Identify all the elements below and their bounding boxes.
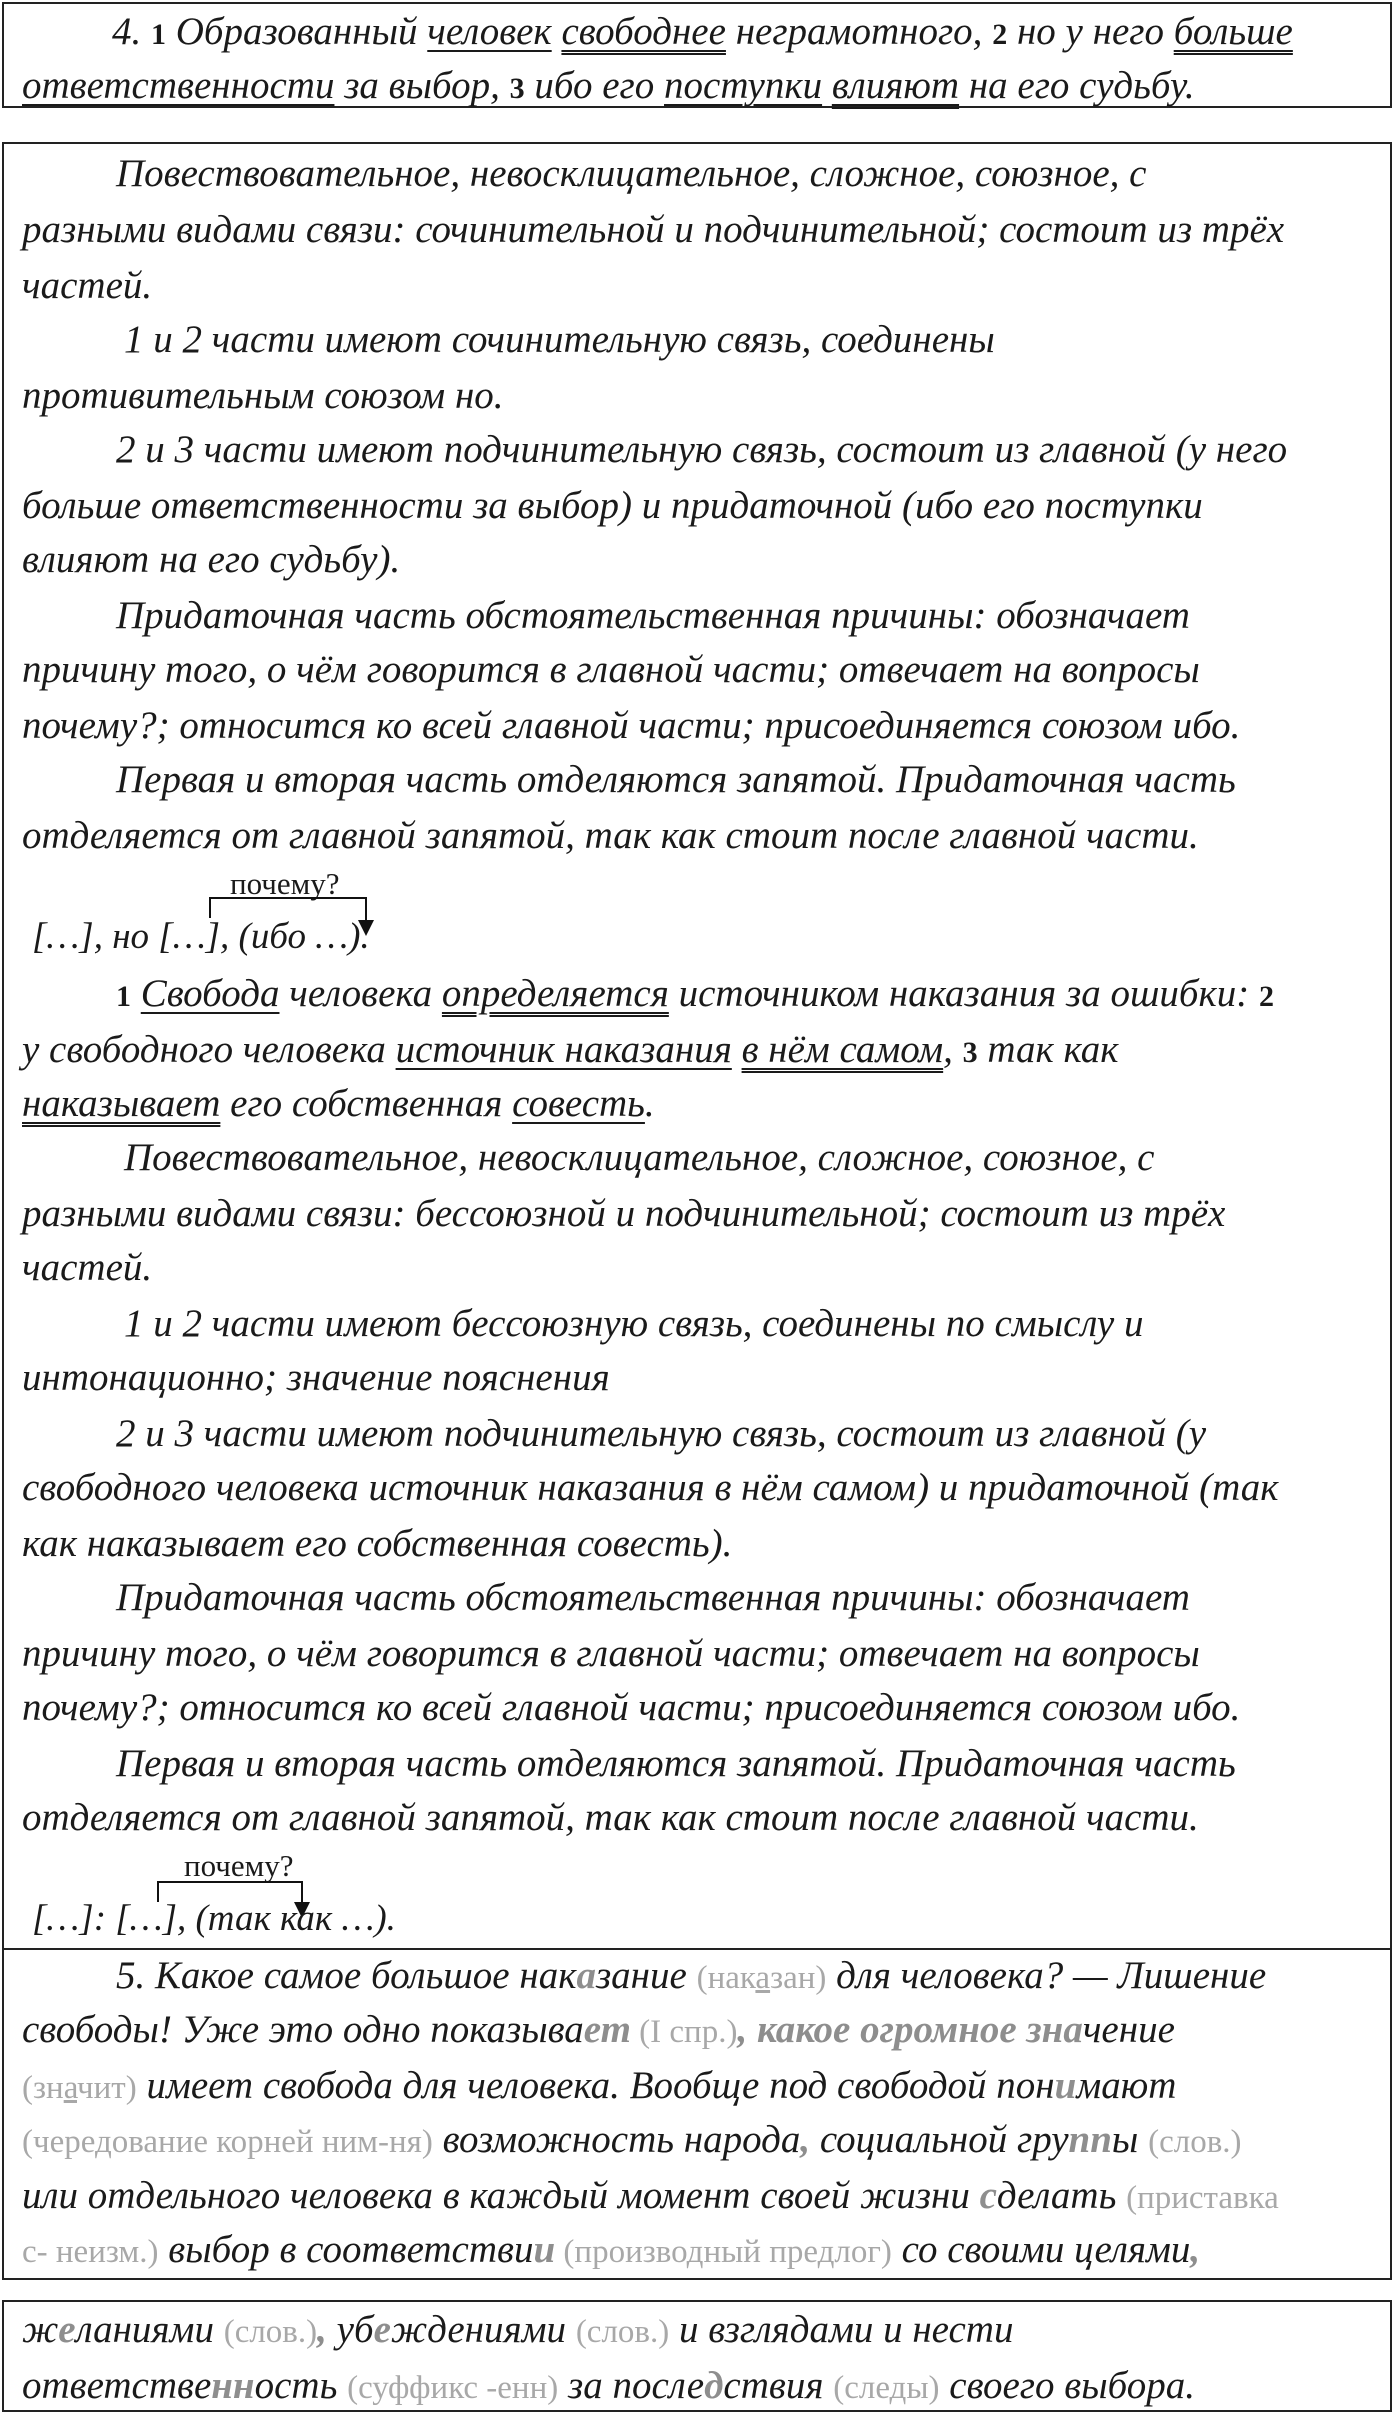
note-text: (сле <box>833 2370 890 2406</box>
note: с- неизм.) <box>22 2234 159 2270</box>
analysis-2-line: причину того, о чём говорится в главной части; отвечает на вопросы <box>22 1632 1200 1675</box>
part-number: 3 <box>962 1036 978 1069</box>
task-5-box <box>2 1950 1392 2280</box>
task-5b-line-1 <box>22 2310 1013 2349</box>
text: ость <box>254 2364 348 2407</box>
analysis-2-line: почему?; относится ко всей главной части; присоединяется союзом ибо. <box>22 1686 1241 1729</box>
analysis-2-line: 1 и 2 части имеют бессоюзную связь, соединены по смыслу и <box>124 1302 1144 1345</box>
note-letter: д <box>889 2370 907 2406</box>
note-text: зан) <box>770 1960 827 1996</box>
task-5-line-3 <box>22 2066 1176 2105</box>
text: со своими целями <box>891 2228 1191 2271</box>
text: за выбор, <box>344 64 500 107</box>
task-5-line-4 <box>22 2120 1242 2159</box>
task-number: 4. <box>112 10 142 53</box>
part-number: 3 <box>509 72 525 105</box>
text: уб <box>326 2308 374 2351</box>
highlight-letter: и <box>1054 2064 1077 2107</box>
schema-question: почему? <box>230 866 340 901</box>
subject: поступки <box>664 64 823 107</box>
analysis-2-line: Повествовательное, невосклицательное, сложное, союзное, с <box>124 1136 1155 1179</box>
analysis-2-line: интонационно; значение пояснения <box>22 1356 610 1399</box>
text: зание <box>595 1954 697 1997</box>
text: . <box>644 1082 655 1125</box>
analysis-1-line: почему?; относится ко всей главной части; присоединяется союзом ибо. <box>22 704 1241 747</box>
text: человека <box>289 972 433 1015</box>
text: так как <box>987 1028 1119 1071</box>
analysis-2-line: отделяется от главной запятой, так как стоит после главной части. <box>22 1796 1199 1839</box>
text: у свободного человека <box>22 1028 386 1071</box>
text: возможность народа <box>432 2118 801 2161</box>
predicate: наказывает <box>22 1082 221 1125</box>
analysis-1-line: 1 и 2 части имеют сочинительную связь, соединены <box>124 318 995 361</box>
sentence-4-box <box>2 2 1392 108</box>
text: ланиями <box>75 2308 224 2351</box>
highlight-letter: д <box>704 2364 724 2407</box>
note: (слов.) <box>575 2314 670 2350</box>
subject: совесть <box>512 1082 645 1125</box>
task-5b-line-2 <box>22 2366 1195 2405</box>
sentence-4-line-2 <box>22 66 1195 105</box>
text: свободы! Уже это одно показыва <box>22 2008 584 2051</box>
analysis-2-line: Придаточная часть обстоятельственная причины: обозначает <box>116 1576 1190 1619</box>
analysis-1-line: влияют на его судьбу). <box>22 538 401 581</box>
analysis-2-line: частей. <box>22 1246 153 1289</box>
highlight-letter: , <box>800 2118 811 2161</box>
part-number: 2 <box>1259 980 1274 1013</box>
text: выбор в соответстви <box>158 2228 534 2271</box>
schema-arrow <box>4 144 5 145</box>
text: ответстве <box>22 2364 212 2407</box>
highlight-letter: ет <box>583 2008 631 2051</box>
predicate: влияют <box>831 64 960 107</box>
note <box>833 2370 939 2406</box>
highlight-letter: а <box>576 1954 596 1997</box>
task-5-line-1 <box>116 1956 1266 1995</box>
text: ствия <box>723 2364 834 2407</box>
analysis-2-line: разными видами связи: бессоюзной и подчинительной; состоит из трёх <box>22 1192 1226 1235</box>
note-text: чит) <box>77 2070 137 2106</box>
schema-question: почему? <box>184 1848 294 1883</box>
text: но у него <box>1016 10 1164 53</box>
predicate: больше <box>1173 10 1293 53</box>
note-text: (нак <box>696 1960 756 1996</box>
predicate: в нём самом <box>741 1028 944 1071</box>
sentence-schema: […]: […], (так как …). <box>32 1898 396 1939</box>
text: социальной гру <box>810 2118 1069 2161</box>
highlight-letter: и <box>533 2228 556 2271</box>
highlight-letter: е <box>373 2308 391 2351</box>
text: ы <box>1111 2118 1149 2161</box>
analysis-2-line: свободного человека источник наказания в нём самом) и придаточной (так <box>22 1466 1279 1509</box>
sentence-4b-line-3 <box>22 1084 655 1123</box>
note: (слов.) <box>1148 2124 1242 2160</box>
sentence-schema: […], но […], (ибо …). <box>32 916 370 957</box>
highlight-letter: с <box>979 2174 997 2217</box>
subject: ответственности <box>22 64 335 107</box>
text: имеет свобода для человека. Вообще под свободой пон <box>136 2064 1055 2107</box>
note <box>697 1960 827 1996</box>
note: (приставка <box>1126 2180 1279 2216</box>
part-number: 1 <box>116 980 131 1013</box>
note <box>22 2070 137 2106</box>
text: для человека? — Лишение <box>826 1954 1267 1997</box>
text: , какое огромное зн <box>737 2008 1064 2051</box>
task-5-line-5 <box>22 2176 1279 2215</box>
text: источником наказания за ошибки: <box>678 972 1250 1015</box>
analysis-1-line: отделяется от главной запятой, так как стоит после главной части. <box>22 814 1199 857</box>
analysis-1-line: Придаточная часть обстоятельственная причины: обозначает <box>116 594 1190 637</box>
analysis-1-line: 2 и 3 части имеют подчинительную связь, состоит из главной (у него <box>116 428 1288 471</box>
task-5-continuation-box <box>2 2300 1392 2412</box>
analysis-box <box>2 142 1392 1950</box>
analysis-1-line: разными видами связи: сочинительной и подчинительной; состоит из трёх <box>22 208 1285 251</box>
analysis-1-line: противительным союзом но. <box>22 374 504 417</box>
note: (производный предлог) <box>555 2234 892 2270</box>
analysis-2-line: Первая и вторая часть отделяются запятой. Придаточная часть <box>116 1742 1236 1785</box>
note-letter: а <box>63 2070 78 2106</box>
note: (I спр.) <box>630 2014 738 2050</box>
text: его собственная <box>230 1082 503 1125</box>
analysis-1-line: причину того, о чём говорится в главной части; отвечает на вопросы <box>22 648 1200 691</box>
text: мают <box>1076 2064 1177 2107</box>
highlight-letter: нн <box>211 2364 255 2407</box>
predicate: определяется <box>441 972 669 1015</box>
task-5-line-2 <box>22 2010 1175 2049</box>
analysis-1-line: Первая и вторая часть отделяются запятой. Придаточная часть <box>116 758 1236 801</box>
text: на его судьбу. <box>968 64 1195 107</box>
note: (суффикс -енн) <box>347 2370 559 2406</box>
sentence-4b-line-2 <box>22 1030 1119 1069</box>
text: ж <box>22 2308 59 2351</box>
predicate: свободнее <box>561 10 726 53</box>
subject: Свобода <box>140 972 280 1015</box>
text: ждениями <box>390 2308 576 2351</box>
text: 5. Какое самое большое нак <box>116 1954 577 1997</box>
sentence-4-line-1 <box>112 12 1293 51</box>
analysis-1-line: Повествовательное, невосклицательное, сложное, союзное, с <box>116 152 1147 195</box>
subject: человек <box>427 10 552 53</box>
analysis-1-line: частей. <box>22 264 153 307</box>
note: (чередование корней ним-ня) <box>22 2124 433 2160</box>
text: чение <box>1082 2008 1175 2051</box>
highlight-letter: , <box>317 2308 327 2351</box>
analysis-2-line: как наказывает его собственная совесть). <box>22 1522 733 1565</box>
note: (слов.) <box>223 2314 318 2350</box>
text: , <box>943 1028 953 1071</box>
highlight-letter: , <box>1190 2228 1201 2271</box>
text: за после <box>558 2364 705 2407</box>
note-text: ы) <box>906 2370 940 2406</box>
task-5-line-6 <box>22 2230 1200 2269</box>
text: делать <box>996 2174 1127 2217</box>
note-text: (зн <box>22 2070 64 2106</box>
text: своего выбора. <box>939 2364 1195 2407</box>
highlight-letter: а <box>1063 2008 1083 2051</box>
text: ибо его <box>534 64 655 107</box>
analysis-1-line: больше ответственности за выбор) и придаточной (ибо его поступки <box>22 484 1203 527</box>
part-number: 1 <box>151 18 166 51</box>
text: или отдельного человека в каждый момент своей жизни <box>22 2174 980 2217</box>
highlight-letter: е <box>58 2308 76 2351</box>
part-number: 2 <box>992 18 1008 51</box>
sentence-4b-line-1 <box>116 974 1274 1013</box>
highlight-letter: пп <box>1068 2118 1112 2161</box>
text: Образованный <box>175 10 418 53</box>
note-letter: а <box>755 1960 771 1996</box>
text: неграмотного, <box>735 10 983 53</box>
text: и взглядами и нести <box>669 2308 1014 2351</box>
subject: источник наказания <box>395 1028 732 1071</box>
analysis-2-line: 2 и 3 части имеют подчинительную связь, состоит из главной (у <box>116 1412 1207 1455</box>
